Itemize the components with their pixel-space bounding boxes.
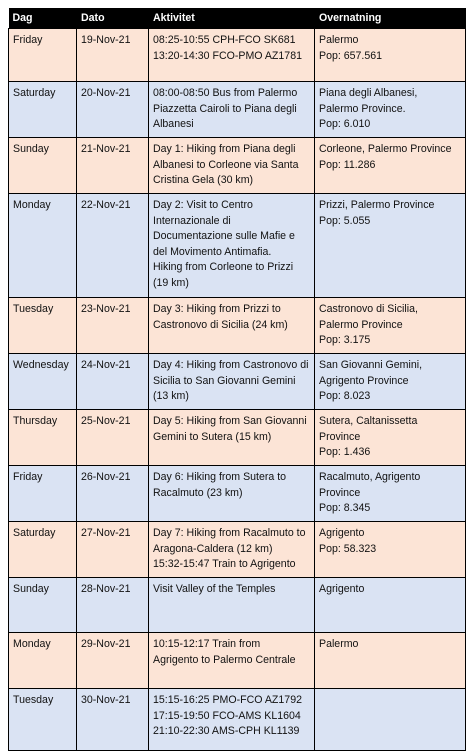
cell-overnatning-line: Pop: 8.345 <box>319 502 371 515</box>
header-row <box>9 8 466 29</box>
itinerary-body <box>9 29 466 751</box>
table-row <box>9 522 466 578</box>
cell-overnatning-line: Agrigento Province <box>319 374 409 387</box>
cell-overnatning <box>315 522 466 578</box>
cell-aktivitet-line: del Movimento Antimafia. <box>153 245 272 258</box>
table-row <box>9 410 466 466</box>
cell-dag: Wednesday <box>9 354 77 410</box>
header-overnatning: Overnatning <box>315 8 466 29</box>
cell-dato: 19-Nov-21 <box>77 29 149 82</box>
cell-overnatning <box>315 466 466 522</box>
itinerary-table <box>8 8 466 751</box>
cell-aktivitet-line: 10:15-12:17 Train from <box>153 638 261 650</box>
cell-aktivitet <box>149 82 315 138</box>
cell-aktivitet-line: 17:15-19:50 FCO-AMS KL1604 <box>153 709 301 722</box>
cell-dag: Saturday <box>9 82 77 138</box>
cell-aktivitet-line: Internazionale di <box>153 214 231 227</box>
cell-dato: 23-Nov-21 <box>77 298 149 354</box>
cell-overnatning <box>315 578 466 633</box>
cell-aktivitet-line: 08:25-10:55 CPH-FCO SK681 <box>153 34 296 46</box>
cell-dato: 24-Nov-21 <box>77 354 149 410</box>
cell-aktivitet-line: Aragona-Caldera (12 km) <box>153 542 273 555</box>
cell-dato: 22-Nov-21 <box>77 194 149 298</box>
cell-overnatning <box>315 689 466 751</box>
cell-aktivitet <box>149 633 315 689</box>
cell-overnatning-line: San Giovanni Gemini, <box>319 359 423 371</box>
table-row <box>9 633 466 689</box>
table-row <box>9 29 466 82</box>
cell-dato: 30-Nov-21 <box>77 689 149 751</box>
cell-aktivitet-line: Gemini to Sutera (15 km) <box>153 430 272 443</box>
cell-overnatning-line: Prizzi, Palermo Province <box>319 199 435 211</box>
cell-aktivitet-line: 21:10-22:30 AMS-CPH KL1139 <box>153 725 300 738</box>
cell-dag: Friday <box>9 29 77 82</box>
header-dag: Dag <box>9 8 77 29</box>
cell-aktivitet-line: 08:00-08:50 Bus from Palermo <box>153 87 298 99</box>
cell-overnatning-line: Province <box>319 486 361 499</box>
cell-overnatning-line: Pop: 3.175 <box>319 334 371 347</box>
table-row <box>9 578 466 633</box>
cell-dato: 29-Nov-21 <box>77 633 149 689</box>
cell-aktivitet-line: Day 4: Hiking from Castronovo di <box>153 359 309 371</box>
cell-aktivitet <box>149 689 315 751</box>
header-aktivitet: Aktivitet <box>149 8 315 29</box>
cell-dag: Monday <box>9 194 77 298</box>
cell-overnatning-line: Pop: 11.286 <box>319 158 376 171</box>
cell-aktivitet-line: (13 km) <box>153 390 189 403</box>
cell-aktivitet <box>149 138 315 194</box>
cell-overnatning-line: Pop: 657.561 <box>319 49 383 62</box>
cell-overnatning-line: Palermo <box>319 638 359 650</box>
table-row <box>9 466 466 522</box>
cell-aktivitet-line: Castronovo di Sicilia (24 km) <box>153 318 288 331</box>
cell-aktivitet-line: 15:32-15:47 Train to Agrigento <box>153 558 296 571</box>
cell-overnatning <box>315 298 466 354</box>
cell-dato: 20-Nov-21 <box>77 82 149 138</box>
cell-dag: Friday <box>9 466 77 522</box>
cell-dato: 21-Nov-21 <box>77 138 149 194</box>
cell-dato: 26-Nov-21 <box>77 466 149 522</box>
cell-aktivitet-line: Day 1: Hiking from Piana degli <box>153 143 296 155</box>
cell-overnatning-line: Racalmuto, Agrigento <box>319 471 421 483</box>
cell-overnatning-line: Castronovo di Sicilia, <box>319 303 418 315</box>
cell-overnatning <box>315 410 466 466</box>
table-row <box>9 194 466 298</box>
cell-overnatning-line: Pop: 8.023 <box>319 390 371 403</box>
cell-aktivitet-line: Cristina Gela (30 km) <box>153 174 254 187</box>
cell-overnatning <box>315 138 466 194</box>
table-row <box>9 82 466 138</box>
cell-overnatning-line: Sutera, Caltanissetta <box>319 415 418 427</box>
cell-dato: 28-Nov-21 <box>77 578 149 633</box>
cell-overnatning <box>315 82 466 138</box>
cell-overnatning-line: Pop: 6.010 <box>319 118 371 131</box>
cell-aktivitet <box>149 466 315 522</box>
cell-overnatning <box>315 354 466 410</box>
cell-aktivitet-line: (19 km) <box>153 276 189 289</box>
cell-dag: Tuesday <box>9 689 77 751</box>
cell-overnatning-line: Pop: 5.055 <box>319 214 371 227</box>
cell-dag: Sunday <box>9 138 77 194</box>
cell-aktivitet <box>149 29 315 82</box>
cell-aktivitet <box>149 194 315 298</box>
cell-overnatning-line: Piana degli Albanesi, <box>319 87 418 99</box>
cell-overnatning-line: Palermo Province. <box>319 102 406 115</box>
cell-overnatning-line: Pop: 1.436 <box>319 446 371 459</box>
cell-overnatning-line: Pop: 58.323 <box>319 542 377 555</box>
cell-aktivitet-line: Hiking from Corleone to Prizzi <box>153 261 294 274</box>
cell-aktivitet-line: 15:15-16:25 PMO-FCO AZ1792 <box>153 694 302 706</box>
table-row <box>9 354 466 410</box>
cell-aktivitet <box>149 298 315 354</box>
table-row <box>9 689 466 751</box>
cell-dag: Thursday <box>9 410 77 466</box>
cell-aktivitet-line: Piazzetta Cairoli to Piana degli <box>153 102 297 115</box>
cell-dato: 25-Nov-21 <box>77 410 149 466</box>
cell-aktivitet <box>149 354 315 410</box>
cell-aktivitet-line: Sicilia to San Giovanni Gemini <box>153 374 296 387</box>
cell-dag: Monday <box>9 633 77 689</box>
cell-overnatning-line: Palermo Province <box>319 318 403 331</box>
cell-aktivitet-line: Day 2: Visit to Centro <box>153 199 253 211</box>
cell-overnatning-line: Palermo <box>319 34 359 46</box>
cell-overnatning <box>315 633 466 689</box>
cell-aktivitet-line: Visit Valley of the Temples <box>153 583 276 595</box>
cell-aktivitet <box>149 522 315 578</box>
cell-overnatning <box>315 29 466 82</box>
cell-dag: Sunday <box>9 578 77 633</box>
cell-overnatning-line: Province <box>319 430 361 443</box>
table-row <box>9 138 466 194</box>
cell-aktivitet-line: Albanesi to Corleone via Santa <box>153 158 299 171</box>
cell-aktivitet-line: Day 6: Hiking from Sutera to <box>153 471 287 483</box>
cell-aktivitet <box>149 410 315 466</box>
cell-overnatning-line: Agrigento <box>319 527 365 539</box>
cell-overnatning-line: Corleone, Palermo Province <box>319 143 452 155</box>
header-dato: Dato <box>77 8 149 29</box>
cell-aktivitet-line: Albanesi <box>153 118 194 131</box>
cell-aktivitet <box>149 578 315 633</box>
cell-aktivitet-line: 13:20-14:30 FCO-PMO AZ1781 <box>153 49 302 62</box>
cell-aktivitet-line: Day 5: Hiking from San Giovanni <box>153 415 307 427</box>
table-row <box>9 298 466 354</box>
cell-aktivitet-line: Agrigento to Palermo Centrale <box>153 653 296 666</box>
cell-dag: Tuesday <box>9 298 77 354</box>
cell-dag: Saturday <box>9 522 77 578</box>
cell-aktivitet-line: Day 3: Hiking from Prizzi to <box>153 303 281 315</box>
cell-dato: 27-Nov-21 <box>77 522 149 578</box>
cell-overnatning-line: Agrigento <box>319 583 365 595</box>
cell-aktivitet-line: Day 7: Hiking from Racalmuto to <box>153 527 306 539</box>
cell-aktivitet-line: Documentazione sulle Mafie e <box>153 230 295 243</box>
cell-aktivitet-line: Racalmuto (23 km) <box>153 486 243 499</box>
cell-overnatning <box>315 194 466 298</box>
